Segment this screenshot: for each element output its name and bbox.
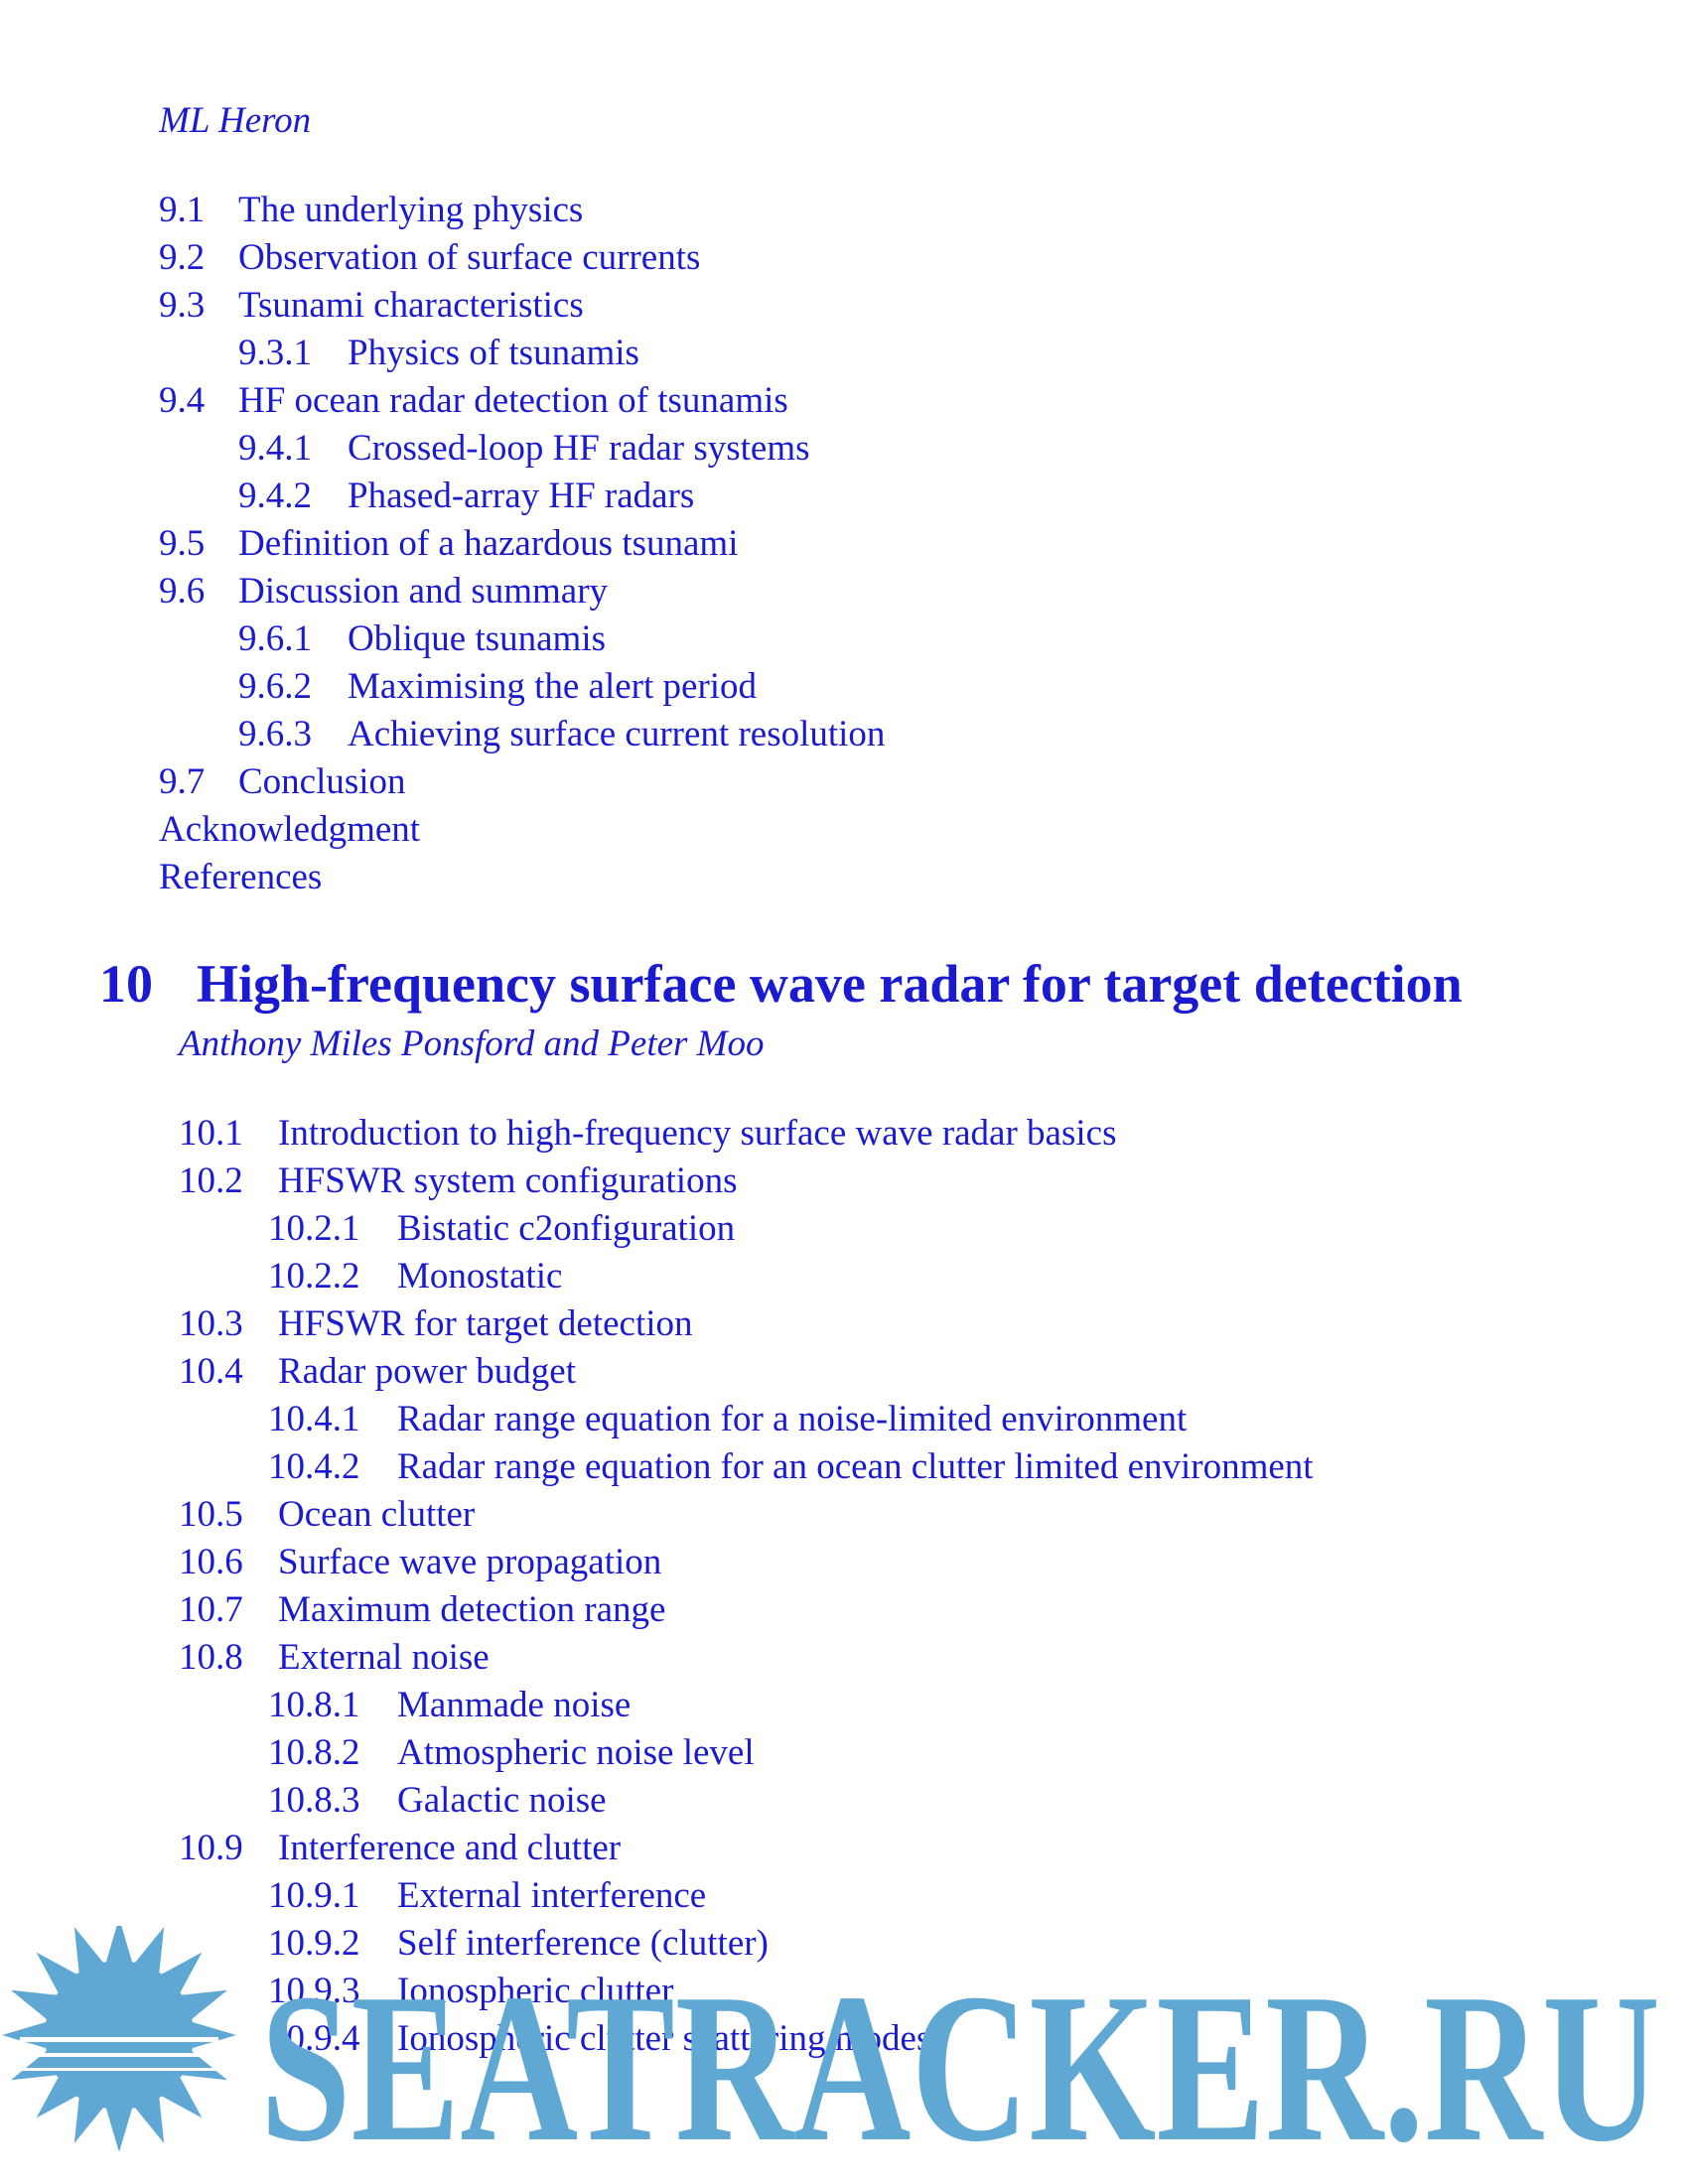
toc-entry-title: Conclusion — [238, 761, 406, 802]
toc-entry[interactable] — [0, 187, 1688, 234]
toc-entry-title: Radar range equation for an ocean clutter limited environment — [397, 1446, 1314, 1487]
toc-entry-title: External noise — [278, 1637, 490, 1678]
toc-entry-number: 9.6.1 — [238, 618, 312, 659]
toc-entry-title: HF ocean radar detection of tsunamis — [238, 380, 788, 421]
toc-entry[interactable] — [0, 1634, 1688, 1682]
toc-entry[interactable] — [0, 282, 1688, 330]
toc-entry-title: Introduction to high-frequency surface wave radar basics — [278, 1113, 1117, 1154]
toc-entry[interactable] — [0, 806, 1688, 854]
toc-entry-title: Bistatic c2onfiguration — [397, 1208, 736, 1249]
toc-entry-number: 9.4.1 — [238, 428, 312, 469]
toc-entry-title: Ionospheric clutter — [397, 1971, 674, 2011]
toc-entry-title: Acknowledgment — [159, 809, 421, 850]
toc-entry-title: External interference — [397, 1875, 707, 1916]
toc-entry[interactable] — [0, 1300, 1688, 1348]
toc-entry[interactable] — [0, 758, 1688, 806]
toc-entry-title: Galactic noise — [397, 1780, 607, 1821]
toc-entry-title: Oblique tsunamis — [348, 618, 607, 659]
toc-entry-title: Radar power budget — [278, 1351, 577, 1392]
toc-entry-title: Self interference (clutter) — [397, 1923, 769, 1964]
chapter-authors: Anthony Miles Ponsford and Peter Moo — [179, 1024, 765, 1064]
chapter10-toc — [0, 1110, 1688, 2063]
toc-entry[interactable] — [0, 1396, 1688, 1443]
toc-entry-number: 9.4.2 — [238, 476, 312, 516]
toc-entry[interactable] — [0, 234, 1688, 282]
sun-logo-icon — [2, 1926, 236, 2152]
toc-entry-title: Maximising the alert period — [348, 666, 758, 707]
toc-entry-title: Ocean clutter — [278, 1494, 476, 1535]
toc-entry[interactable] — [0, 1110, 1688, 1158]
toc-entry-number: 9.5 — [159, 523, 206, 564]
toc-entry-number: 10.7 — [179, 1589, 243, 1630]
toc-entry-number: 10.1 — [179, 1113, 243, 1154]
toc-entry[interactable] — [0, 425, 1688, 473]
toc-entry-title: Surface wave propagation — [278, 1542, 662, 1582]
toc-entry-title: Ionospheric clutter scattering modes — [397, 2018, 931, 2059]
toc-entry[interactable] — [0, 568, 1688, 615]
toc-entry[interactable] — [0, 1872, 1688, 1920]
toc-entry-title: Achieving surface current resolution — [348, 714, 886, 754]
toc-entry-number: 10.8 — [179, 1637, 243, 1678]
toc-entry-number: 10.4.1 — [268, 1399, 360, 1439]
toc-entry-title: Discussion and summary — [238, 571, 609, 612]
toc-entry[interactable] — [0, 854, 1688, 901]
toc-entry-number: 10.4 — [179, 1351, 243, 1392]
toc-entry-number: 10.9.3 — [268, 1971, 360, 2011]
chapter-number: 10 — [99, 954, 153, 1014]
toc-entry-title: Manmade noise — [397, 1685, 632, 1725]
toc-entry-number: 9.2 — [159, 237, 206, 278]
toc-entry[interactable] — [0, 1586, 1688, 1634]
toc-entry[interactable] — [0, 377, 1688, 425]
toc-entry[interactable] — [0, 711, 1688, 758]
toc-entry-number: 10.2.2 — [268, 1256, 360, 1297]
toc-entry-title: Interference and clutter — [278, 1828, 622, 1868]
watermark — [0, 1926, 1688, 2184]
toc-entry-number: 10.9 — [179, 1828, 243, 1868]
section9-author: ML Heron — [159, 100, 312, 141]
toc-entry-number: 9.3.1 — [238, 333, 312, 373]
toc-entry-title: Phased-array HF radars — [348, 476, 695, 516]
toc-entry-title: References — [159, 857, 323, 897]
toc-entry-number: 10.6 — [179, 1542, 243, 1582]
toc-entry-title: Crossed-loop HF radar systems — [348, 428, 810, 469]
toc-entry-title: Atmospheric noise level — [397, 1732, 755, 1773]
toc-entry[interactable] — [0, 1443, 1688, 1491]
toc-entry-number: 10.8.1 — [268, 1685, 360, 1725]
toc-entry-number: 9.4 — [159, 380, 206, 421]
toc-entry[interactable] — [0, 615, 1688, 663]
toc-entry-title: Definition of a hazardous tsunami — [238, 523, 739, 564]
toc-entry-title: Monostatic — [397, 1256, 563, 1297]
toc-entry-number: 9.6.3 — [238, 714, 312, 754]
toc-entry[interactable] — [0, 473, 1688, 520]
section9-toc — [0, 187, 1688, 901]
toc-entry-number: 9.6.2 — [238, 666, 312, 707]
toc-entry-title: Maximum detection range — [278, 1589, 666, 1630]
toc-entry-number: 10.3 — [179, 1303, 243, 1344]
toc-entry[interactable] — [0, 1348, 1688, 1396]
toc-entry-title: Radar range equation for a noise-limited environment — [397, 1399, 1188, 1439]
toc-entry-number: 10.9.2 — [268, 1923, 360, 1964]
toc-entry-number: 10.8.3 — [268, 1780, 360, 1821]
toc-entry-title: Physics of tsunamis — [348, 333, 639, 373]
toc-entry-number: 10.9.4 — [268, 2018, 360, 2059]
toc-entry[interactable] — [0, 1729, 1688, 1777]
toc-entry-title: Tsunami characteristics — [238, 285, 584, 326]
toc-entry-number: 9.3 — [159, 285, 206, 326]
toc-entry-title: Observation of surface currents — [238, 237, 701, 278]
toc-entry-number: 10.2 — [179, 1160, 243, 1201]
toc-entry[interactable] — [0, 1682, 1688, 1729]
toc-entry-number: 9.6 — [159, 571, 206, 612]
toc-entry-title: HFSWR for target detection — [278, 1303, 693, 1344]
toc-entry[interactable] — [0, 663, 1688, 711]
toc-entry-number: 10.2.1 — [268, 1208, 360, 1249]
watermark-text: SEATRACKER.RU — [260, 1949, 1660, 2184]
toc-entry[interactable] — [0, 1253, 1688, 1300]
toc-entry-number: 9.7 — [159, 761, 206, 802]
chapter-title: High-frequency surface wave radar for target detection — [197, 954, 1463, 1014]
toc-entry-number: 10.9.1 — [268, 1875, 360, 1916]
toc-entry-number: 10.5 — [179, 1494, 243, 1535]
toc-entry[interactable] — [0, 520, 1688, 568]
toc-entry-title: The underlying physics — [238, 190, 584, 230]
toc-entry[interactable] — [0, 1491, 1688, 1539]
toc-entry[interactable] — [0, 1825, 1688, 1872]
toc-entry[interactable] — [0, 330, 1688, 377]
toc-entry[interactable] — [0, 1205, 1688, 1253]
toc-entry-number: 10.4.2 — [268, 1446, 360, 1487]
toc-entry-title: HFSWR system configurations — [278, 1160, 738, 1201]
toc-entry-number: 9.1 — [159, 190, 206, 230]
toc-entry-number: 10.8.2 — [268, 1732, 360, 1773]
toc-entry[interactable] — [0, 1539, 1688, 1586]
toc-entry[interactable] — [0, 1158, 1688, 1205]
toc-entry[interactable] — [0, 1777, 1688, 1825]
